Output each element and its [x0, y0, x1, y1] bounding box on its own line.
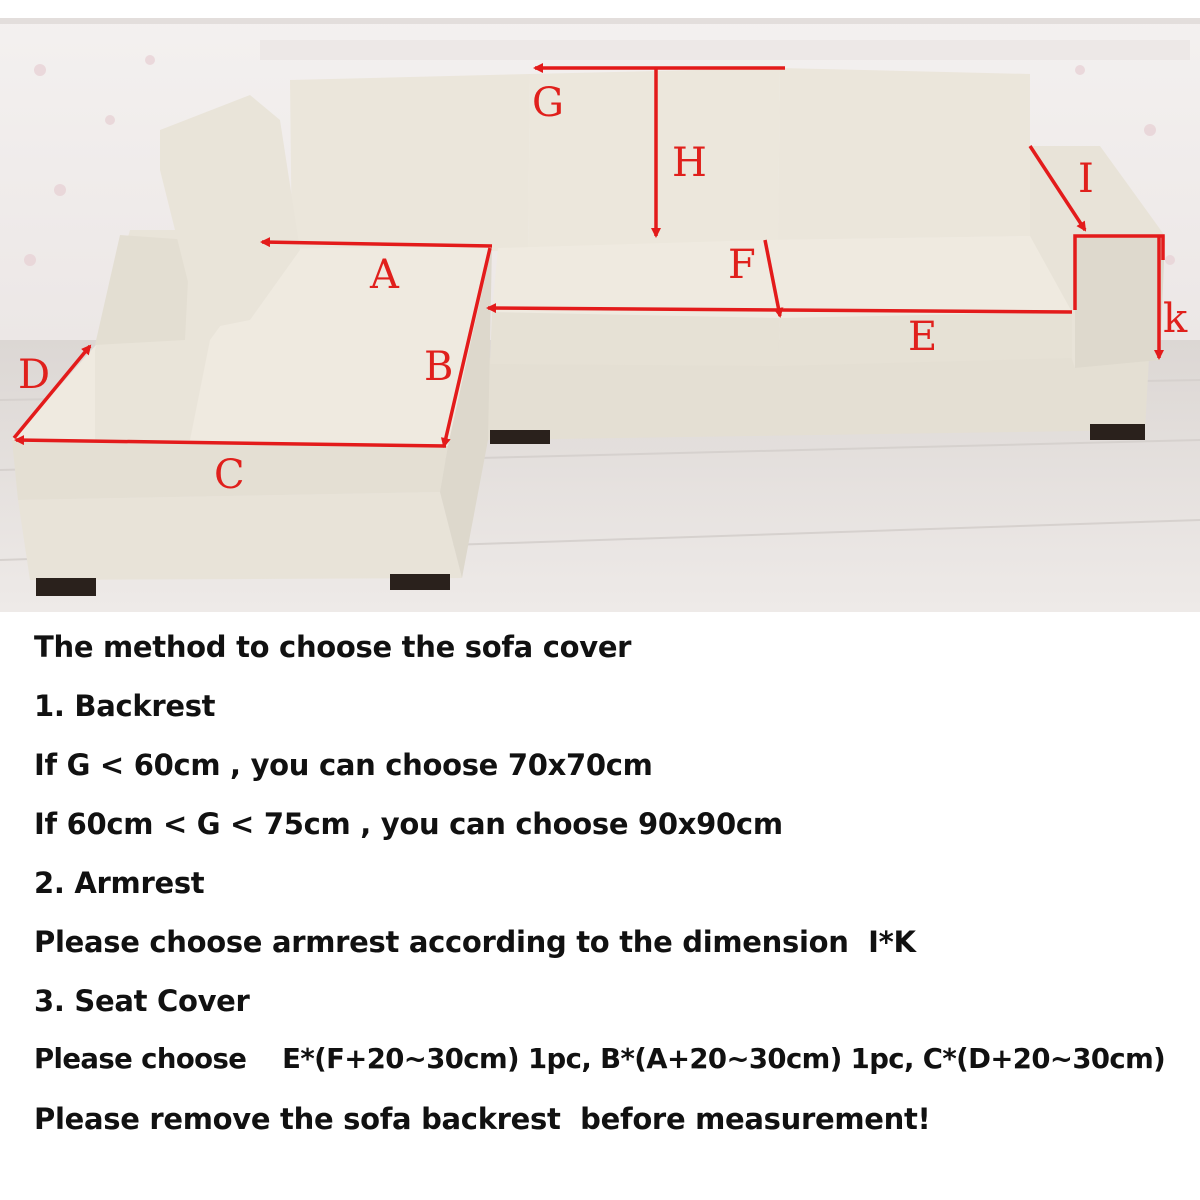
backrest-rule-1: If G < 60cm , you can choose 70x70cm	[34, 748, 653, 782]
label-g: G	[532, 80, 564, 126]
instructions-title: The method to choose the sofa cover	[34, 630, 632, 664]
backrest-rule-2: If 60cm < G < 75cm , you can choose 90x90cm	[34, 807, 783, 841]
armrest-rule: Please choose armrest according to the dimension I*K	[34, 925, 916, 959]
label-h: H	[672, 140, 707, 186]
label-e: E	[908, 314, 938, 360]
label-a: A	[370, 252, 399, 298]
measurement-note: Please remove the sofa backrest before measurement!	[34, 1102, 931, 1136]
seat-heading: 3. Seat Cover	[34, 984, 250, 1018]
label-f: F	[728, 242, 756, 288]
label-c: C	[214, 452, 245, 498]
backrest-heading: 1. Backrest	[34, 689, 216, 723]
label-d: D	[18, 352, 51, 398]
seat-rule: Please choose E*(F+20~30cm) 1pc, B*(A+20~30cm) 1pc, C*(D+20~30cm)	[34, 1043, 1166, 1075]
label-k: k	[1163, 296, 1188, 342]
label-i: I	[1078, 156, 1094, 202]
label-b: B	[424, 344, 454, 390]
armrest-heading: 2. Armrest	[34, 866, 205, 900]
